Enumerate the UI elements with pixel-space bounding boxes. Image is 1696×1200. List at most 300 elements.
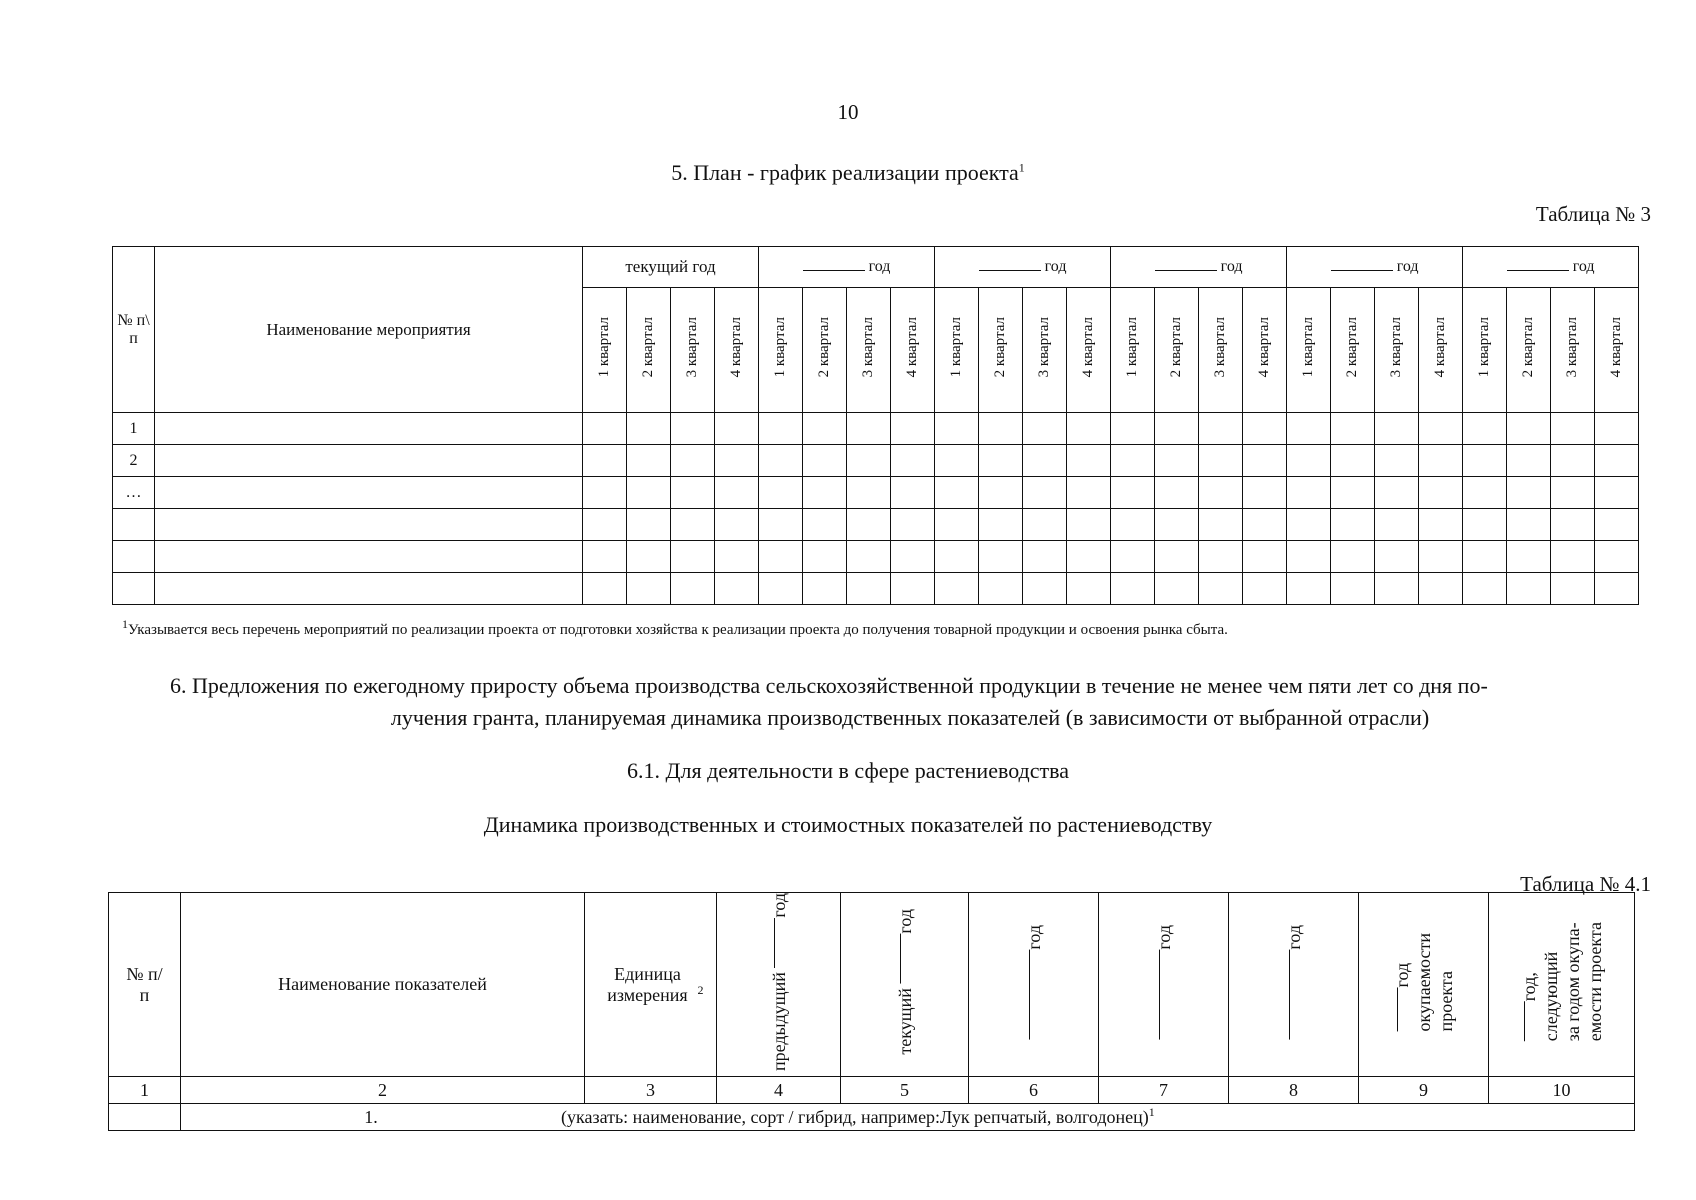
- section5-title: [0, 160, 1696, 186]
- t3-row-quarter-cell: [1067, 413, 1111, 445]
- t41-header-name: Наименование показателей: [181, 893, 585, 1077]
- dynamics-title: Динамика производственных и стоимостных показателей по растениеводству: [483, 812, 1213, 837]
- t3-row-quarter-cell: [715, 509, 759, 541]
- t3-row-quarter-cell: [759, 445, 803, 477]
- quarter-label: 4 квартал: [904, 317, 921, 378]
- t3-row-quarter-cell: [1155, 477, 1199, 509]
- t3-row-quarter-cell: [1243, 445, 1287, 477]
- t3-row-quarter-cell: [1331, 477, 1375, 509]
- t3-row-quarter-cell: [1243, 541, 1287, 573]
- t41-crop-row-num-cell: [109, 1104, 181, 1131]
- t3-row-quarter-cell: [1243, 413, 1287, 445]
- footnote-ref-1: 1: [1148, 1104, 1155, 1119]
- t3-row-quarter-cell: [583, 445, 627, 477]
- t41-prev-year-text: [768, 893, 790, 1071]
- year-blank: [1159, 949, 1160, 1039]
- t41-header-year-6: [969, 893, 1099, 1077]
- quarter-label: 3 квартал: [1388, 317, 1405, 378]
- t3-row-quarter-cell: [935, 541, 979, 573]
- year-blank: [1331, 258, 1393, 271]
- year-blank: [900, 934, 901, 984]
- t3-row-quarter-cell: [627, 541, 671, 573]
- t3-quarter-3-2: [979, 288, 1023, 413]
- footnote-1: [122, 617, 1228, 639]
- t3-row-quarter-cell: [627, 445, 671, 477]
- t3-row-quarter-cell: [1155, 413, 1199, 445]
- t3-row-quarter-cell: [1287, 413, 1331, 445]
- quarter-label: 2 квартал: [1344, 317, 1361, 378]
- t3-row-quarter-cell: [1067, 573, 1111, 605]
- table-row: [113, 509, 1639, 541]
- year-blank: [1289, 949, 1290, 1039]
- t41-column-number: 5: [841, 1077, 969, 1104]
- t3-row-quarter-cell: [1199, 413, 1243, 445]
- footnote-1-text: Указывается весь перечень мероприятий по реализации проекта от подготовки хозяйства к реализации проекта до получения товарной продукции и освоения рынка сбыта.: [128, 622, 1228, 638]
- t3-quarter-6-2: [1507, 288, 1551, 413]
- t41-header-num-text: № п/п: [126, 963, 163, 1005]
- year-blank: [1029, 949, 1030, 1039]
- t3-quarter-2-3: [847, 288, 891, 413]
- t41-crop-row-text-cell: [181, 1104, 1635, 1131]
- t3-row-quarter-cell: [1331, 541, 1375, 573]
- t3-quarter-6-1: [1463, 288, 1507, 413]
- t3-row-quarter-cell: [671, 509, 715, 541]
- year-word: год: [768, 893, 789, 918]
- year-word: год: [1391, 962, 1412, 988]
- t3-row-quarter-cell: [935, 445, 979, 477]
- t3-row-quarter-cell: [1287, 509, 1331, 541]
- t3-row-quarter-cell: [1595, 509, 1639, 541]
- t3-row-quarter-cell: [1023, 445, 1067, 477]
- t3-row-quarter-cell: [891, 573, 935, 605]
- t3-row-quarter-cell: [1375, 445, 1419, 477]
- t41-column-numbers-row: [109, 1077, 1635, 1104]
- t3-row-quarter-cell: [1111, 541, 1155, 573]
- t3-row-quarter-cell: [803, 509, 847, 541]
- t3-row-quarter-cell: [1155, 445, 1199, 477]
- t3-row-index: [113, 573, 155, 605]
- quarter-label: 1 квартал: [1476, 317, 1493, 378]
- year-word: год: [1396, 258, 1419, 275]
- t3-row-quarter-cell: [1067, 477, 1111, 509]
- t3-row-quarter-cell: [891, 541, 935, 573]
- t3-row-quarter-cell: [891, 509, 935, 541]
- t3-row-quarter-cell: [1463, 413, 1507, 445]
- t41-crop-row-text: (указать: наименование, сорт / гибрид, например:Лук репчатый, волгодонец): [561, 1106, 1149, 1127]
- t3-row-index: …: [113, 477, 155, 509]
- quarter-label: 3 квартал: [1036, 317, 1053, 378]
- quarter-label: 1 квартал: [596, 317, 612, 378]
- year-blank: [1507, 258, 1569, 271]
- t3-quarter-5-3: [1375, 288, 1419, 413]
- t41-year-text: [1023, 925, 1045, 1040]
- t3-row-index: 1: [113, 413, 155, 445]
- t3-row-quarter-cell: [803, 541, 847, 573]
- t3-row-quarter-cell: [1023, 477, 1067, 509]
- t3-quarter-5-4: [1419, 288, 1463, 413]
- t3-row-quarter-cell: [627, 413, 671, 445]
- t41-header-payback-year: [1359, 893, 1489, 1077]
- year-word: год: [1044, 258, 1067, 275]
- t41-header-current-year: [841, 893, 969, 1077]
- section6-text: [170, 670, 1650, 734]
- t3-row-quarter-cell: [1419, 509, 1463, 541]
- t3-header-num: № п\ п: [113, 247, 155, 413]
- t3-row-quarter-cell: [627, 509, 671, 541]
- t41-payback-line1: окупаемости: [1413, 932, 1434, 1032]
- t41-year-text: [1283, 925, 1305, 1040]
- section61-title: 6.1. Для деятельности в сфере растениеводства: [626, 758, 1069, 783]
- t3-row-quarter-cell: [935, 509, 979, 541]
- t41-header-year-8: [1229, 893, 1359, 1077]
- t3-row-quarter-cell: [1067, 445, 1111, 477]
- t3-row-quarter-cell: [847, 477, 891, 509]
- year-blank: [774, 918, 775, 968]
- t3-row-quarter-cell: [1507, 573, 1551, 605]
- t3-row-quarter-cell: [935, 477, 979, 509]
- t3-row-quarter-cell: [803, 573, 847, 605]
- t3-row-quarter-cell: [715, 541, 759, 573]
- t3-row-name-cell: [155, 445, 583, 477]
- t3-row-quarter-cell: [1111, 573, 1155, 605]
- t3-row-quarter-cell: [1199, 573, 1243, 605]
- t3-quarter-2-4: [891, 288, 935, 413]
- t41-column-number: 2: [181, 1077, 585, 1104]
- quarter-label: 4 квартал: [1432, 317, 1449, 378]
- section6-line2: лучения гранта, планируемая динамика производственных показателей (в зависимости от выбранной отрасли): [390, 705, 1430, 730]
- t3-row-quarter-cell: [1595, 573, 1639, 605]
- t3-quarter-4-2: [1155, 288, 1199, 413]
- t3-row-quarter-cell: [979, 477, 1023, 509]
- t3-row-quarter-cell: [1507, 413, 1551, 445]
- t3-row-quarter-cell: [759, 413, 803, 445]
- t3-row-quarter-cell: [1243, 573, 1287, 605]
- t3-quarter-5-1: [1287, 288, 1331, 413]
- t3-row-quarter-cell: [1111, 477, 1155, 509]
- t41-following-line3: емости проекта: [1584, 922, 1605, 1042]
- t41-payback-text: [1391, 933, 1457, 1031]
- t3-quarter-1-2: [627, 288, 671, 413]
- section6-line1: 6. Предложения по ежегодному приросту объема производства сельскохозяйственной продукции в течение не менее чем пяти лет со дня по-: [170, 673, 1488, 698]
- t3-row-quarter-cell: [1551, 541, 1595, 573]
- table-row: [113, 413, 1639, 445]
- t3-row-quarter-cell: [759, 573, 803, 605]
- t3-row-quarter-cell: [803, 477, 847, 509]
- t3-row-quarter-cell: [715, 573, 759, 605]
- quarter-label: 2 квартал: [1168, 317, 1185, 378]
- t3-row-quarter-cell: [891, 413, 935, 445]
- t3-row-quarter-cell: [1111, 509, 1155, 541]
- t3-row-quarter-cell: [803, 445, 847, 477]
- t3-quarter-1-4: [715, 288, 759, 413]
- t3-row-quarter-cell: [1595, 413, 1639, 445]
- t3-row-quarter-cell: [979, 413, 1023, 445]
- t3-row-quarter-cell: [583, 509, 627, 541]
- t41-payback-line2: проекта: [1435, 970, 1456, 1032]
- t41-column-number: 7: [1099, 1077, 1229, 1104]
- t3-row-quarter-cell: [891, 445, 935, 477]
- t3-row-index: [113, 541, 155, 573]
- t3-row-name-cell: [155, 573, 583, 605]
- t3-row-quarter-cell: [1463, 573, 1507, 605]
- t3-quarter-2-2: [803, 288, 847, 413]
- t3-row-quarter-cell: [1375, 477, 1419, 509]
- t3-row-quarter-cell: [1551, 445, 1595, 477]
- t41-column-number: 3: [585, 1077, 717, 1104]
- quarter-label: 1 квартал: [1300, 317, 1317, 378]
- t3-row-quarter-cell: [1419, 445, 1463, 477]
- t3-row-quarter-cell: [1023, 413, 1067, 445]
- quarter-label: 4 квартал: [1608, 317, 1625, 378]
- t3-row-quarter-cell: [935, 573, 979, 605]
- t3-header-year-6: [1463, 247, 1639, 288]
- t3-row-quarter-cell: [583, 477, 627, 509]
- t41-header-unit-text: Единица измерения: [607, 963, 688, 1005]
- t3-row-quarter-cell: [1199, 509, 1243, 541]
- t3-header-year-5: [1287, 247, 1463, 288]
- t3-row-index: [113, 509, 155, 541]
- t3-row-quarter-cell: [1419, 573, 1463, 605]
- t3-row-quarter-cell: [1243, 509, 1287, 541]
- year-blank: [803, 258, 865, 271]
- quarter-label: 2 квартал: [992, 317, 1009, 378]
- t3-row-quarter-cell: [1287, 573, 1331, 605]
- t3-row-quarter-cell: [759, 477, 803, 509]
- t3-row-quarter-cell: [1023, 541, 1067, 573]
- t3-row-quarter-cell: [847, 573, 891, 605]
- t3-row-quarter-cell: [1287, 477, 1331, 509]
- t3-row-quarter-cell: [1419, 541, 1463, 573]
- t3-row-quarter-cell: [891, 477, 935, 509]
- t3-row-quarter-cell: [803, 413, 847, 445]
- section5-title-text: 5. План - график реализации проекта: [671, 160, 1019, 185]
- t3-row-quarter-cell: [1551, 573, 1595, 605]
- t3-row-quarter-cell: [1551, 509, 1595, 541]
- t3-quarter-4-3: [1199, 288, 1243, 413]
- t3-row-quarter-cell: [627, 477, 671, 509]
- quarter-label: 2 квартал: [1520, 317, 1537, 378]
- t3-row-quarter-cell: [847, 445, 891, 477]
- t3-row-name-cell: [155, 541, 583, 573]
- t3-row-quarter-cell: [1375, 509, 1419, 541]
- year-word: год: [1023, 924, 1044, 950]
- t3-row-quarter-cell: [583, 573, 627, 605]
- t3-row-quarter-cell: [1111, 445, 1155, 477]
- table3-schedule: [112, 246, 1639, 605]
- t41-year-text: [1153, 925, 1175, 1040]
- t3-row-name-cell: [155, 477, 583, 509]
- footnote-ref-2: 2: [697, 982, 704, 997]
- t3-quarter-6-3: [1551, 288, 1595, 413]
- t3-row-quarter-cell: [1331, 413, 1375, 445]
- t3-row-quarter-cell: [1155, 509, 1199, 541]
- t3-row-quarter-cell: [1551, 413, 1595, 445]
- year-word: год: [894, 909, 915, 934]
- t3-row-quarter-cell: [1375, 573, 1419, 605]
- quarter-label: 4 квартал: [728, 317, 744, 378]
- t3-row-quarter-cell: [1507, 477, 1551, 509]
- t3-row-quarter-cell: [759, 541, 803, 573]
- year-blank: [1524, 1002, 1525, 1042]
- t3-row-quarter-cell: [847, 509, 891, 541]
- t3-row-quarter-cell: [847, 541, 891, 573]
- table3-label: Таблица № 3: [1535, 202, 1651, 226]
- t41-current-year-text: [894, 909, 916, 1055]
- t41-following-line1: следующий: [1540, 952, 1561, 1042]
- t3-row-quarter-cell: [1595, 477, 1639, 509]
- t3-row-quarter-cell: [671, 541, 715, 573]
- t3-row-quarter-cell: [671, 445, 715, 477]
- year-blank: [979, 258, 1041, 271]
- quarter-label: 1 квартал: [772, 317, 788, 378]
- t3-header-name: Наименование мероприятия: [155, 247, 583, 413]
- t3-row-quarter-cell: [1463, 477, 1507, 509]
- t3-row-quarter-cell: [715, 445, 759, 477]
- t41-column-number: 9: [1359, 1077, 1489, 1104]
- t3-row-quarter-cell: [1331, 573, 1375, 605]
- t3-row-quarter-cell: [1023, 509, 1067, 541]
- t3-row-quarter-cell: [1243, 477, 1287, 509]
- year-word: год: [1153, 924, 1174, 950]
- t3-row-quarter-cell: [979, 573, 1023, 605]
- year-word: год: [1283, 924, 1304, 950]
- t3-row-quarter-cell: [1199, 541, 1243, 573]
- t3-quarter-3-4: [1067, 288, 1111, 413]
- t3-row-quarter-cell: [1463, 509, 1507, 541]
- t3-header-year-3: [935, 247, 1111, 288]
- page-number: 10: [837, 100, 859, 124]
- t3-row-quarter-cell: [671, 477, 715, 509]
- t41-column-number: 4: [717, 1077, 841, 1104]
- table-row: [113, 541, 1639, 573]
- t41-crop-row-num: 1.: [364, 1106, 378, 1127]
- t3-row-quarter-cell: [1331, 445, 1375, 477]
- t3-row-quarter-cell: [671, 573, 715, 605]
- t3-row-quarter-cell: [1419, 477, 1463, 509]
- t3-row-quarter-cell: [583, 413, 627, 445]
- t3-quarter-1-1: [583, 288, 627, 413]
- t41-current-year-label: текущий: [894, 988, 915, 1055]
- t3-row-quarter-cell: [1507, 509, 1551, 541]
- t3-row-name-cell: [155, 413, 583, 445]
- t41-header-num: [109, 893, 181, 1077]
- t3-row-quarter-cell: [1155, 573, 1199, 605]
- t3-row-quarter-cell: [715, 477, 759, 509]
- t3-row-index: 2: [113, 445, 155, 477]
- t41-column-number: 8: [1229, 1077, 1359, 1104]
- t3-row-quarter-cell: [935, 413, 979, 445]
- t3-row-quarter-cell: [627, 573, 671, 605]
- footnote-ref-1: 1: [1018, 160, 1025, 175]
- t3-quarter-3-3: [1023, 288, 1067, 413]
- t41-header-unit: [585, 893, 717, 1077]
- quarter-label: 4 квартал: [1256, 317, 1273, 378]
- t3-row-name-cell: [155, 509, 583, 541]
- year-word: год: [1220, 258, 1243, 275]
- t3-row-quarter-cell: [759, 509, 803, 541]
- t3-row-quarter-cell: [1287, 541, 1331, 573]
- t3-row-quarter-cell: [1067, 541, 1111, 573]
- t3-row-quarter-cell: [1287, 445, 1331, 477]
- t3-row-quarter-cell: [1155, 541, 1199, 573]
- t3-row-quarter-cell: [715, 413, 759, 445]
- t3-row-quarter-cell: [583, 541, 627, 573]
- t41-header-following-year: [1489, 893, 1635, 1077]
- t3-quarter-3-1: [935, 288, 979, 413]
- t3-row-quarter-cell: [1023, 573, 1067, 605]
- quarter-label: 2 квартал: [816, 317, 832, 378]
- t3-header-current-year: текущий год: [583, 247, 759, 288]
- t3-row-quarter-cell: [1375, 413, 1419, 445]
- t41-payback-line0: [1391, 933, 1413, 1031]
- t3-quarter-4-4: [1243, 288, 1287, 413]
- t3-row-quarter-cell: [1463, 541, 1507, 573]
- t41-column-number: 10: [1489, 1077, 1635, 1104]
- t3-quarter-2-1: [759, 288, 803, 413]
- t3-row-quarter-cell: [1551, 477, 1595, 509]
- t3-row-quarter-cell: [1507, 541, 1551, 573]
- quarter-label: 3 квартал: [684, 317, 700, 378]
- t41-prev-year-label: предыдущий: [768, 972, 789, 1071]
- t3-row-quarter-cell: [1067, 509, 1111, 541]
- t41-header-year-7: [1099, 893, 1229, 1077]
- t3-row-quarter-cell: [1463, 445, 1507, 477]
- table41-label: Таблица № 4.1: [1520, 872, 1651, 896]
- t3-row-quarter-cell: [1419, 413, 1463, 445]
- year-blank: [1155, 258, 1217, 271]
- quarter-label: 3 квартал: [1564, 317, 1581, 378]
- year-word: год: [868, 258, 891, 275]
- t41-column-number: 6: [969, 1077, 1099, 1104]
- quarter-label: 1 квартал: [1124, 317, 1141, 378]
- quarter-label: 2 квартал: [640, 317, 656, 378]
- t3-quarter-5-2: [1331, 288, 1375, 413]
- quarter-label: 3 квартал: [860, 317, 876, 378]
- t41-following-line2: за годом окупа-: [1562, 922, 1583, 1042]
- table-row: [113, 477, 1639, 509]
- quarter-label: 3 квартал: [1212, 317, 1229, 378]
- table41-crop-dynamics: [108, 892, 1635, 1131]
- t3-row-quarter-cell: [979, 509, 1023, 541]
- table-row: [113, 445, 1639, 477]
- t3-row-quarter-cell: [671, 413, 715, 445]
- t41-following-text: [1518, 922, 1606, 1041]
- t3-header-year-4: [1111, 247, 1287, 288]
- t3-row-quarter-cell: [1199, 445, 1243, 477]
- t3-row-quarter-cell: [1375, 541, 1419, 573]
- t3-row-quarter-cell: [1331, 509, 1375, 541]
- t3-quarter-1-3: [671, 288, 715, 413]
- t41-following-line0: [1518, 922, 1540, 1041]
- t3-row-quarter-cell: [847, 413, 891, 445]
- t3-row-quarter-cell: [979, 541, 1023, 573]
- year-comma: год,: [1518, 972, 1539, 1002]
- t3-row-quarter-cell: [1199, 477, 1243, 509]
- quarter-label: 1 квартал: [948, 317, 965, 378]
- t3-quarter-6-4: [1595, 288, 1639, 413]
- t3-header-year-2: [759, 247, 935, 288]
- t3-row-quarter-cell: [1111, 413, 1155, 445]
- t41-column-number: 1: [109, 1077, 181, 1104]
- footnote-1-marker: 1: [122, 617, 128, 631]
- t3-row-quarter-cell: [1595, 541, 1639, 573]
- t3-row-quarter-cell: [979, 445, 1023, 477]
- t3-quarter-4-1: [1111, 288, 1155, 413]
- table-row: [113, 573, 1639, 605]
- t3-row-quarter-cell: [1595, 445, 1639, 477]
- t41-crop-row: [109, 1104, 1635, 1131]
- quarter-label: 4 квартал: [1080, 317, 1097, 378]
